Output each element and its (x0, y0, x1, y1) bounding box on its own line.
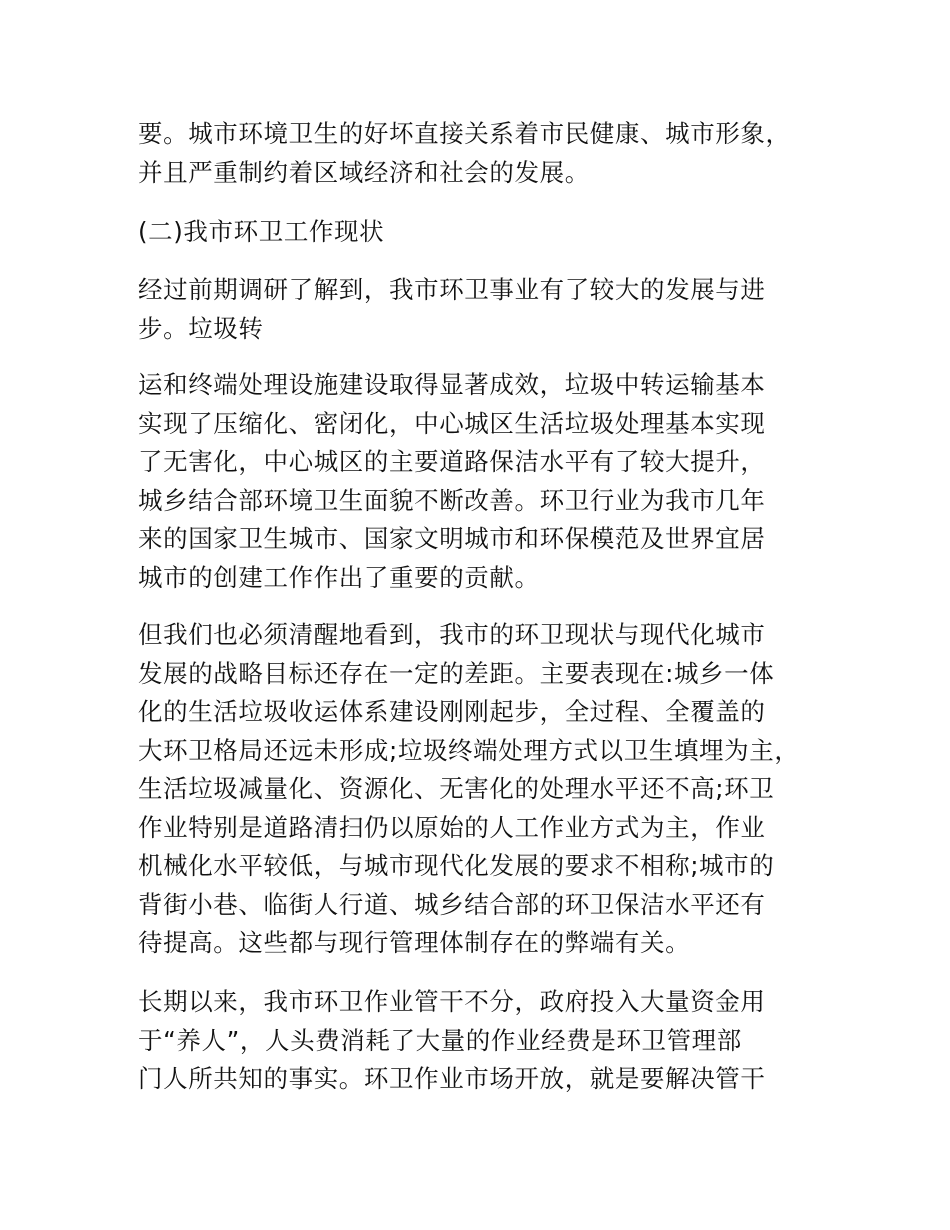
section-heading (138, 213, 818, 252)
paragraph-line: 来的国家卫生城市、国家文明城市和环保模范及世界宜居 (138, 524, 766, 553)
paragraph-line: 大环卫格局还远未形成;垃圾终端处理方式以卫生填埋为主， (138, 735, 800, 765)
paragraph-line: 背街小巷、临街人行道、城乡结合部的环卫保洁水平还有 (138, 889, 766, 919)
paragraph-line: 待提高。这些都与现行管理体制存在的弊端有关。 (138, 928, 691, 957)
paragraph-2 (138, 271, 818, 348)
paragraph-line: 并且严重制约着区域经济和社会的发展。 (138, 157, 590, 187)
paragraph-5 (138, 983, 818, 1099)
paragraph-line: 了无害化，中心城区的主要道路保洁水平有了较大提升， (138, 447, 766, 476)
paragraph-line: 实现了压缩化、密闭化，中心城区生活垃圾处理基本实现 (138, 408, 766, 438)
heading-line: (二)我市环卫工作现状 (138, 217, 385, 246)
paragraph-4 (138, 616, 818, 963)
paragraph-line: 经过前期调研了解到，我市环卫事业有了较大的发展与进 (138, 275, 766, 304)
paragraph-line: 步。垃圾转 (138, 313, 264, 343)
paragraph-line: 机械化水平较低，与城市现代化发展的要求不相称;城市的 (138, 851, 775, 880)
paragraph-3 (138, 366, 818, 597)
paragraph-line: 化的生活垃圾收运体系建设刚刚起步，全过程、全覆盖的 (138, 697, 766, 726)
paragraph-line: 城乡结合部环境卫生面貌不断改善。环卫行业为我市几年 (138, 485, 766, 515)
paragraph-line: 于“养人”，人头费消耗了大量的作业经费是环卫管理部 (138, 1025, 742, 1055)
paragraph-line: 作业特别是道路清扫仍以原始的人工作业方式为主，作业 (138, 812, 766, 842)
paragraph-line: 但我们也必须清醒地看到，我市的环卫现状与现代化城市 (138, 620, 766, 649)
paragraph-line: 长期以来，我市环卫作业管干不分，政府投入大量资金用 (138, 987, 766, 1016)
paragraph-line: 运和终端处理设施建设取得显著成效，垃圾中转运输基本 (138, 370, 766, 399)
paragraph-line: 要。城市环境卫生的好坏直接关系着市民健康、城市形象， (138, 119, 791, 148)
paragraph-1 (138, 115, 818, 192)
paragraph-line: 发展的战略目标还存在一定的差距。主要表现在:城乡一体 (138, 658, 775, 688)
paragraph-line: 城市的创建工作作出了重要的贡献。 (138, 562, 540, 592)
paragraph-line: 生活垃圾减量化、资源化、无害化的处理水平还不高;环卫 (138, 774, 775, 803)
paragraph-line: 门人所共知的事实。环卫作业市场开放，就是要解决管干 (138, 1064, 766, 1093)
